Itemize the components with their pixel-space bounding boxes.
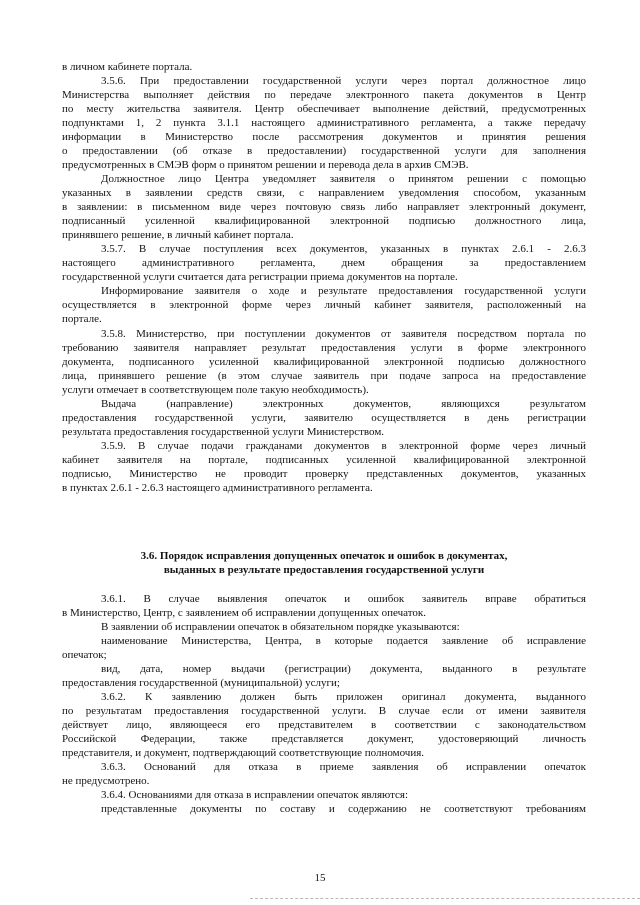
text-line: 3.6.4. Основаниями для отказа в исправлении опечаток являются: [101, 789, 409, 801]
text-line: Должностное лицо Центра уведомляет заявителя о принятом решении с помощью [101, 173, 586, 185]
text-line: Российской Федерации, также представляется документ, удостоверяющий личность [62, 733, 586, 745]
text-line: результата предоставления государственной услуги Министерством. [62, 426, 385, 438]
text-line: требованию заявителя направляет результат предоставления услуги в форме электронного [62, 342, 586, 354]
scan-edge-artifact [250, 898, 640, 899]
text-line: не предусмотрено. [62, 775, 150, 787]
text-line: о предоставлении (об отказе в предоставлении) государственной услуги для заполнения [62, 145, 586, 157]
text-line: 3.5.6. При предоставлении государственной услуги через портал должностное лицо [101, 75, 586, 87]
section-heading: выданных в результате предоставления государственной услуги [163, 564, 485, 576]
text-line: услуги отмечает в соответствующем поле такую необходимость). [62, 384, 369, 396]
text-line: 3.5.9. В случае подачи гражданами документов в электронной форме через личный [101, 440, 586, 452]
text-line: в Министерство, Центр, с заявлением об исправлении допущенных опечаток. [62, 607, 426, 619]
text-line: по результатам предоставления государственной услуги. В случае если от имени заявителя [62, 705, 586, 717]
text-line: настоящего административного регламента, днем обращения за предоставлением [62, 257, 586, 269]
text-line: предоставления государственной (муниципальной) услуги; [62, 677, 340, 689]
text-line: в заявлении: в письменном виде через почтовую связь либо направляет электронный документ, [62, 201, 586, 213]
text-line: в пунктах 2.6.1 - 2.6.3 настоящего административного регламента. [62, 482, 373, 494]
text-line: 3.6.1. В случае выявления опечаток и ошибок заявитель вправе обратиться [101, 593, 586, 605]
text-line: Выдача (направление) электронных документов, являющихся результатом [101, 398, 586, 410]
text-line: указанных в заявлении средств связи, с направлением уведомления способом, указанным [62, 187, 586, 199]
section-heading: 3.6. Порядок исправления допущенных опечаток и ошибок в документах, [140, 550, 508, 562]
text-line: предоставления государственной услуги, заявителю осуществляется в день регистрации [62, 412, 586, 424]
text-line: Информирование заявителя о ходе и результате предоставления государственной услуги [101, 285, 586, 297]
text-line: подписанный усиленной квалифицированной электронной подписью должностного лица, [62, 215, 586, 227]
text-line: вид, дата, номер выдачи (регистрации) документа, выданного в результате [101, 663, 586, 675]
page-number: 15 [314, 872, 326, 884]
text-line: принявшего решение, в личный кабинет портала. [62, 229, 294, 241]
text-line: документа, подписанного усиленной квалифицированной электронной подписью должностного [62, 356, 586, 368]
text-line: государственной услуги считается дата регистрации приема документов на портале. [62, 271, 458, 283]
text-line: по месту жительства заявителя. Центр обеспечивает выполнение действий, предусмотренных [62, 103, 586, 115]
text-line: опечаток; [62, 649, 107, 661]
text-line: наименование Министерства, Центра, в которые подается заявление об исправление [101, 635, 586, 647]
text-line: подпунктами 1, 2 пункта 3.1.1 настоящего административного регламента, а также передачу [62, 117, 586, 129]
text-line: информации в Министерство после рассмотрения документов и принятия решения [62, 131, 586, 143]
text-line: портале. [62, 313, 102, 325]
text-line: предусмотренных в СМЭВ форм о принятом решении и перевода дела в архив СМЭВ. [62, 159, 469, 171]
text-line: 3.5.7. В случае поступления всех документов, указанных в пунктах 2.6.1 - 2.6.3 [101, 243, 586, 255]
text-line: 3.5.8. Министерство, при поступлении документов от заявителя посредством портала по [101, 328, 586, 340]
text-line: действует лицо, являющееся его представителем в соответствии с законодательством [62, 719, 586, 731]
text-line: в личном кабинете портала. [62, 61, 193, 73]
text-line: кабинет заявителя на портале, подписанных усиленной квалифицированной электронной [62, 454, 586, 466]
text-line: Министерства выполняет действия по передаче электронного пакета документов в Центр [62, 89, 586, 101]
text-line: представителя, и документ, подтверждающий соответствующие полномочия. [62, 747, 425, 759]
text-line: 3.6.3. Оснований для отказа в приеме заявления об исправлении опечаток [101, 761, 586, 773]
text-line: В заявлении об исправлении опечаток в обязательном порядке указываются: [101, 621, 460, 633]
text-line: осуществляется в электронной форме через личный кабинет заявителя, расположенный на [62, 299, 586, 311]
text-line: подписью, Министерство не проводит проверку представленных документов, указанных [62, 468, 586, 480]
text-line: 3.6.2. К заявлению должен быть приложен оригинал документа, выданного [101, 691, 586, 703]
text-line: лица, принявшего решение (в этом случае заявитель при подаче запроса на предоставление [62, 370, 586, 382]
text-line: представленные документы по составу и содержанию не соответствуют требованиям [101, 803, 586, 815]
